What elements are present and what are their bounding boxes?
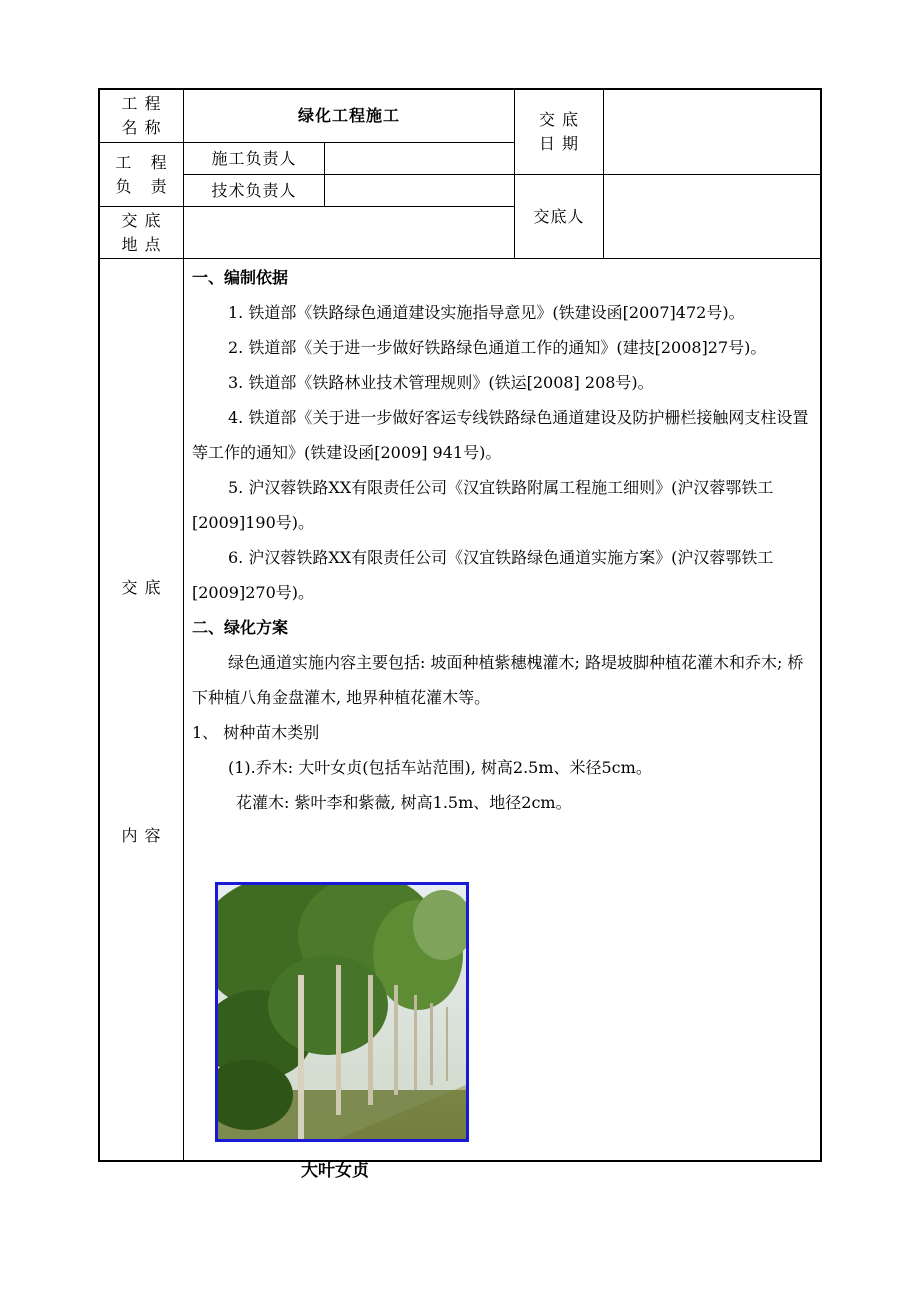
date-label: 交 底 日 期 [538,110,580,153]
handover-person-label: 交底人 [533,206,585,226]
divider [98,258,820,259]
table-border-right [820,88,822,1162]
project-name-label: 工 程 名 称 [121,94,162,137]
side-label-handover: 交 底 [121,578,162,597]
location-value[interactable] [184,207,514,258]
handover-person-value[interactable] [604,175,820,258]
plan-tree: (1).乔木: 大叶女贞(包括车站范围), 树高2.5m、米径5cm。 [228,758,652,777]
plan-intro: 绿色通道实施内容主要包括: 坡面种植紫穗槐灌木; 路堤坡脚种植花灌木和乔木; 桥下种植八角金盘灌木, 地界种植花灌木等。 [192,653,804,707]
plan-subheading: 1、 树种苗木类别 [192,723,320,742]
responsible-label: 工 程 负 责 [115,152,168,196]
basis-item: 3. 铁道部《铁路林业技术管理规则》(铁运[2008] 208号)。 [228,373,654,392]
tree-photo-illustration [218,885,466,1139]
construction-lead-value[interactable] [325,143,514,174]
plan-shrub: 花灌木: 紫叶李和紫薇, 树高1.5m、地径2cm。 [236,793,572,812]
caption-rule-right [422,1161,822,1162]
basis-item: 1. 铁道部《铁路绿色通道建设实施指导意见》(铁建设函[2007]472号)。 [228,303,745,322]
side-label-content: 内 容 [121,826,162,845]
caption-rule-left [98,1161,244,1162]
section-heading-plan: 二、绿化方案 [192,618,289,637]
basis-item: 2. 铁道部《关于进一步做好铁路绿色通道工作的通知》(建技[2008]27号)。 [228,338,767,357]
basis-item: 5. 沪汉蓉铁路XX有限责任公司《汉宜铁路附属工程施工细则》(沪汉蓉鄂铁工[2009]190号)。 [192,478,774,532]
content-body [192,260,817,820]
construction-lead-label: 施工负责人 [211,148,297,168]
tech-lead-label: 技术负责人 [211,180,297,200]
project-name-value: 绿化工程施工 [297,106,400,125]
location-label: 交 底 地 点 [121,210,162,254]
basis-item: 4. 铁道部《关于进一步做好客运专线铁路绿色通道建设及防护栅栏接触网支柱设置等工作的通知》(铁建设函[2009] 941号)。 [192,408,809,462]
section-heading-basis: 一、编制依据 [192,268,289,287]
tech-lead-value[interactable] [325,175,514,206]
photo-caption: 大叶女贞 [301,1161,369,1181]
tree-photo [215,882,469,1142]
date-value[interactable] [604,90,820,174]
basis-item: 6. 沪汉蓉铁路XX有限责任公司《汉宜铁路绿色通道实施方案》(沪汉蓉鄂铁工[2009]270号)。 [192,548,774,602]
